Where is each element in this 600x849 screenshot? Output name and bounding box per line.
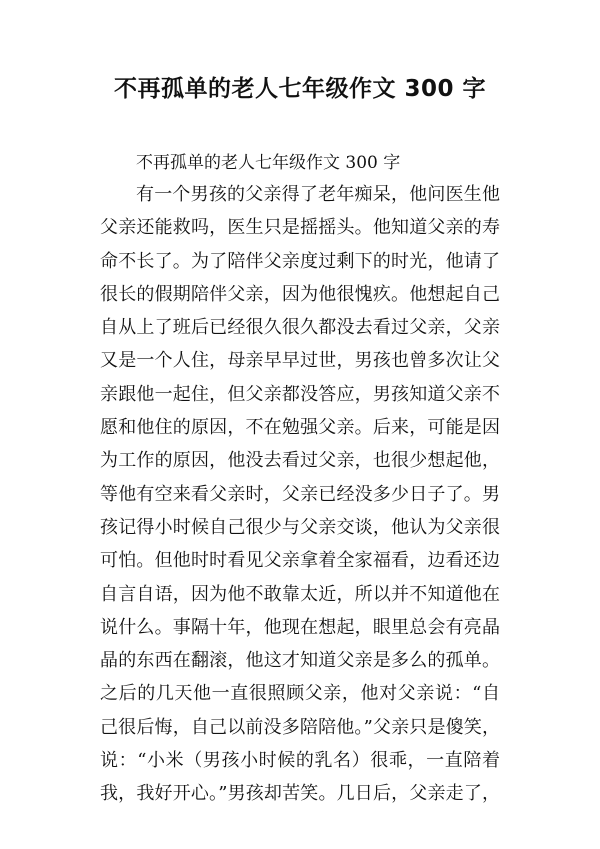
essay-line: 为工作的原因，他没去看过父亲，也很少想起他， bbox=[100, 450, 500, 472]
essay-line: 亲跟他一起住，但父亲都没答应，男孩知道父亲不 bbox=[100, 383, 500, 405]
essay-line: 愿和他住的原因，不在勉强父亲。后来，可能是因 bbox=[100, 417, 500, 439]
essay-line: 很长的假期陪伴父亲，因为他很愧疚。他想起自己 bbox=[100, 283, 500, 305]
essay-line: 可怕。但他时时看见父亲拿着全家福看，边看还边 bbox=[100, 550, 500, 572]
document-title: 不再孤单的老人七年级作文 300 字 bbox=[113, 76, 487, 102]
essay-subtitle: 不再孤单的老人七年级作文 300 字 bbox=[136, 153, 401, 173]
essay-line: 晶的东西在翻滚，他这才知道父亲是多么的孤单。 bbox=[100, 650, 500, 672]
essay-line: 之后的几天他一直很照顾父亲，他对父亲说：“自 bbox=[100, 683, 500, 705]
essay-line: 自从上了班后已经很久很久都没去看过父亲，父亲 bbox=[100, 317, 500, 339]
essay-body bbox=[100, 178, 500, 811]
essay-line: 说：“小米（男孩小时候的乳名）很乖，一直陪着 bbox=[100, 750, 500, 772]
essay-line: 命不长了。为了陪伴父亲度过剩下的时光，他请了 bbox=[100, 250, 500, 272]
essay-line: 我，我好开心。”男孩却苦笑。几日后，父亲走了， bbox=[100, 783, 500, 805]
essay-line: 自言自语，因为他不敢靠太近，所以并不知道他在 bbox=[100, 583, 500, 605]
essay-line: 又是一个人住，母亲早早过世，男孩也曾多次让父 bbox=[100, 350, 500, 372]
essay-line: 等他有空来看父亲时，父亲已经没多少日子了。男 bbox=[100, 483, 500, 505]
essay-line: 说什么。事隔十年，他现在想起，眼里总会有亮晶 bbox=[100, 616, 500, 638]
essay-line: 父亲还能救吗，医生只是摇摇头。他知道父亲的寿 bbox=[100, 217, 500, 239]
essay-line: 孩记得小时候自己很少与父亲交谈，他认为父亲很 bbox=[100, 516, 500, 538]
essay-line: 己很后悔，自己以前没多陪陪他。”父亲只是傻笑， bbox=[100, 716, 500, 738]
essay-line: 有一个男孩的父亲得了老年痴呆，他问医生他 bbox=[136, 184, 500, 205]
